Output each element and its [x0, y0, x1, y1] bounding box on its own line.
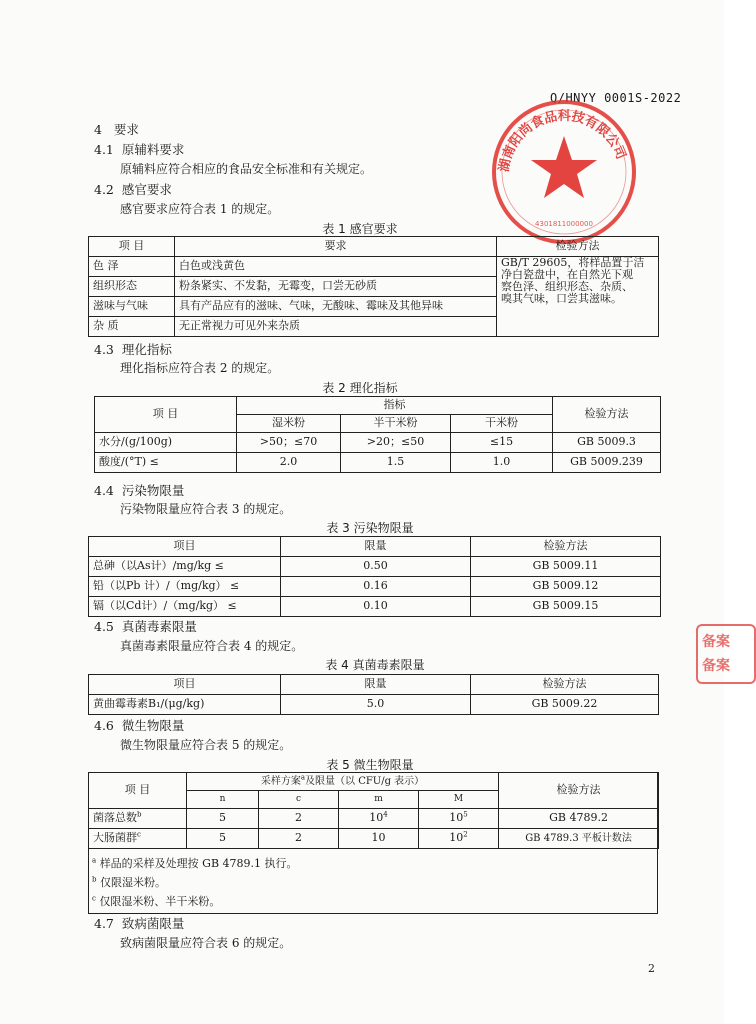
table2-row2-item: 酸度/(°T) ≤	[95, 453, 237, 473]
table1-row4-item: 杂 质	[89, 317, 175, 337]
section-4-3-body: 理化指标应符合表 2 的规定。	[120, 361, 280, 375]
side-stamp-line1: 备案	[702, 634, 730, 650]
table5-caption: 表 5 微生物限量	[326, 758, 414, 772]
table3-header-method: 检验方法	[471, 537, 661, 557]
table3-row3-item: 镉（以Cd计）/（mg/kg） ≤	[89, 597, 281, 617]
table5-row2-n: 5	[187, 829, 259, 849]
table5-row2-method: GB 4789.3 平板计数法	[499, 829, 659, 849]
table2-caption: 表 2 理化指标	[322, 381, 398, 395]
section-4-2-heading: 4.2 感官要求	[94, 182, 172, 197]
table5-row1-m: $10^4$	[339, 809, 419, 829]
table3-header-item: 项目	[89, 537, 281, 557]
table3-row1-item: 总砷（以As计）/mg/kg ≤	[89, 557, 281, 577]
table4-caption: 表 4 真菌毒素限量	[325, 658, 425, 672]
table1-header-req: 要求	[175, 237, 497, 257]
side-stamp	[696, 624, 730, 688]
section-4-4-body: 污染物限量应符合表 3 的规定。	[120, 502, 292, 516]
standard-code: Q/HNYY 0001S-2022	[550, 91, 682, 105]
table3-row2-limit: 0.16	[281, 577, 471, 597]
table5-row1-c: 2	[259, 809, 339, 829]
table1-row2-req: 粉条紧实、不发黏，无霉变，口尝无砂质	[175, 277, 497, 297]
table2-row1-method: GB 5009.3	[553, 433, 661, 453]
table1-header-method: 检验方法	[497, 237, 659, 257]
table5-note-a: $^a$ 样品的采样及处理按 GB 4789.1 执行。	[92, 856, 298, 870]
table3-row3-limit: 0.10	[281, 597, 471, 617]
table4-row1-item: 黄曲霉毒素B₁/(μg/kg)	[89, 695, 281, 715]
table4-mycotoxins	[88, 674, 659, 715]
table5-row2-item: 大肠菌群$^c$	[89, 829, 187, 849]
table1-sensory	[88, 236, 659, 337]
seal-text: 湖南阳尚食品科技有限公司	[496, 108, 629, 174]
table2-row2-dry: 1.0	[451, 453, 553, 473]
section-4-7-body: 致病菌限量应符合表 6 的规定。	[120, 936, 292, 950]
section-4-6-heading: 4.6 微生物限量	[94, 718, 185, 733]
section-4-4-heading: 4.4 污染物限量	[94, 483, 185, 498]
section-4-5-body: 真菌毒素限量应符合表 4 的规定。	[120, 639, 304, 653]
table2-header-method: 检验方法	[553, 397, 661, 433]
table2-physicochemical	[94, 396, 661, 473]
table2-row1-dry: ≤15	[451, 433, 553, 453]
table2-sub-semidry: 半干米粉	[341, 415, 451, 433]
table5-row1-n: 5	[187, 809, 259, 829]
table4-row1-method: GB 5009.22	[471, 695, 659, 715]
table5-row1-M: $10^5$	[419, 809, 499, 829]
table3-header-limit: 限量	[281, 537, 471, 557]
side-stamp-line2: 备案	[702, 658, 730, 674]
company-seal	[486, 98, 642, 250]
table5-microbial	[88, 772, 659, 849]
table3-contaminants	[88, 536, 661, 617]
table3-row1-limit: 0.50	[281, 557, 471, 577]
table5-header-method: 检验方法	[499, 773, 659, 809]
section-4-1-heading: 4.1 原辅料要求	[94, 142, 185, 157]
section-4-heading: 4 要求	[94, 122, 139, 137]
section-4-3-heading: 4.3 理化指标	[94, 342, 172, 357]
table1-row1-req: 白色或浅黄色	[175, 257, 497, 277]
table5-sub-c: c	[259, 791, 339, 809]
table5-note-c: $^c$ 仅限湿米粉、半干米粉。	[92, 894, 221, 908]
table4-header-limit: 限量	[281, 675, 471, 695]
table5-row1-item: 菌落总数$^b$	[89, 809, 187, 829]
table4-row1-limit: 5.0	[281, 695, 471, 715]
table2-row1-semidry: >20；≤50	[341, 433, 451, 453]
table2-header-index: 指标	[237, 397, 553, 415]
table5-note-b: $^b$ 仅限湿米粉。	[92, 875, 166, 889]
table3-row3-method: GB 5009.15	[471, 597, 661, 617]
section-4-6-body: 微生物限量应符合表 5 的规定。	[120, 738, 292, 752]
section-4-1-body: 原辅料应符合相应的食品安全标准和有关规定。	[120, 162, 373, 176]
table4-header-item: 项目	[89, 675, 281, 695]
table2-row1-wet: >50；≤70	[237, 433, 341, 453]
table5-sub-n: n	[187, 791, 259, 809]
section-4-2-body: 感官要求应符合表 1 的规定。	[120, 202, 280, 216]
table5-sub-M: M	[419, 791, 499, 809]
table2-sub-wet: 湿米粉	[237, 415, 341, 433]
table2-row2-wet: 2.0	[237, 453, 341, 473]
table3-caption: 表 3 污染物限量	[326, 521, 414, 535]
table1-row4-req: 无正常视力可见外来杂质	[175, 317, 497, 337]
table5-row1-method: GB 4789.2	[499, 809, 659, 829]
table5-header-item: 项 目	[89, 773, 187, 809]
table5-row2-c: 2	[259, 829, 339, 849]
section-4-7-heading: 4.7 致病菌限量	[94, 916, 185, 931]
table5-row2-M: $10^2$	[419, 829, 499, 849]
page-number: 2	[648, 962, 655, 975]
seal-code: 4301811000000	[535, 220, 593, 228]
table5-row2-m: 10	[339, 829, 419, 849]
table1-row3-item: 滋味与气味	[89, 297, 175, 317]
table1-row2-item: 组织形态	[89, 277, 175, 297]
table5-sub-m: m	[339, 791, 419, 809]
table3-row1-method: GB 5009.11	[471, 557, 661, 577]
table2-header-item: 项 目	[95, 397, 237, 433]
table5-header-plan: 采样方案$^a$及限量（以 CFU/g 表示）	[187, 773, 499, 791]
table4-header-method: 检验方法	[471, 675, 659, 695]
table2-row1-item: 水分/(g/100g)	[95, 433, 237, 453]
table1-caption: 表 1 感官要求	[322, 222, 398, 236]
table1-row3-req: 具有产品应有的滋味、气味，无酸味、霉味及其他异味	[175, 297, 497, 317]
table2-row2-semidry: 1.5	[341, 453, 451, 473]
table1-method: GB/T 29605，将样品置于洁 净白瓷盘中，在自然光下观 察色泽、组织形态、杂质、 嗅其气味，口尝其滋味。	[497, 257, 659, 337]
table2-sub-dry: 干米粉	[451, 415, 553, 433]
table3-row2-item: 铅（以Pb 计）/（mg/kg） ≤	[89, 577, 281, 597]
table1-header-item: 项 目	[89, 237, 175, 257]
table2-row2-method: GB 5009.239	[553, 453, 661, 473]
table3-row2-method: GB 5009.12	[471, 577, 661, 597]
section-4-5-heading: 4.5 真菌毒素限量	[94, 619, 197, 634]
seal-icon	[486, 98, 642, 246]
table1-row1-item: 色 泽	[89, 257, 175, 277]
